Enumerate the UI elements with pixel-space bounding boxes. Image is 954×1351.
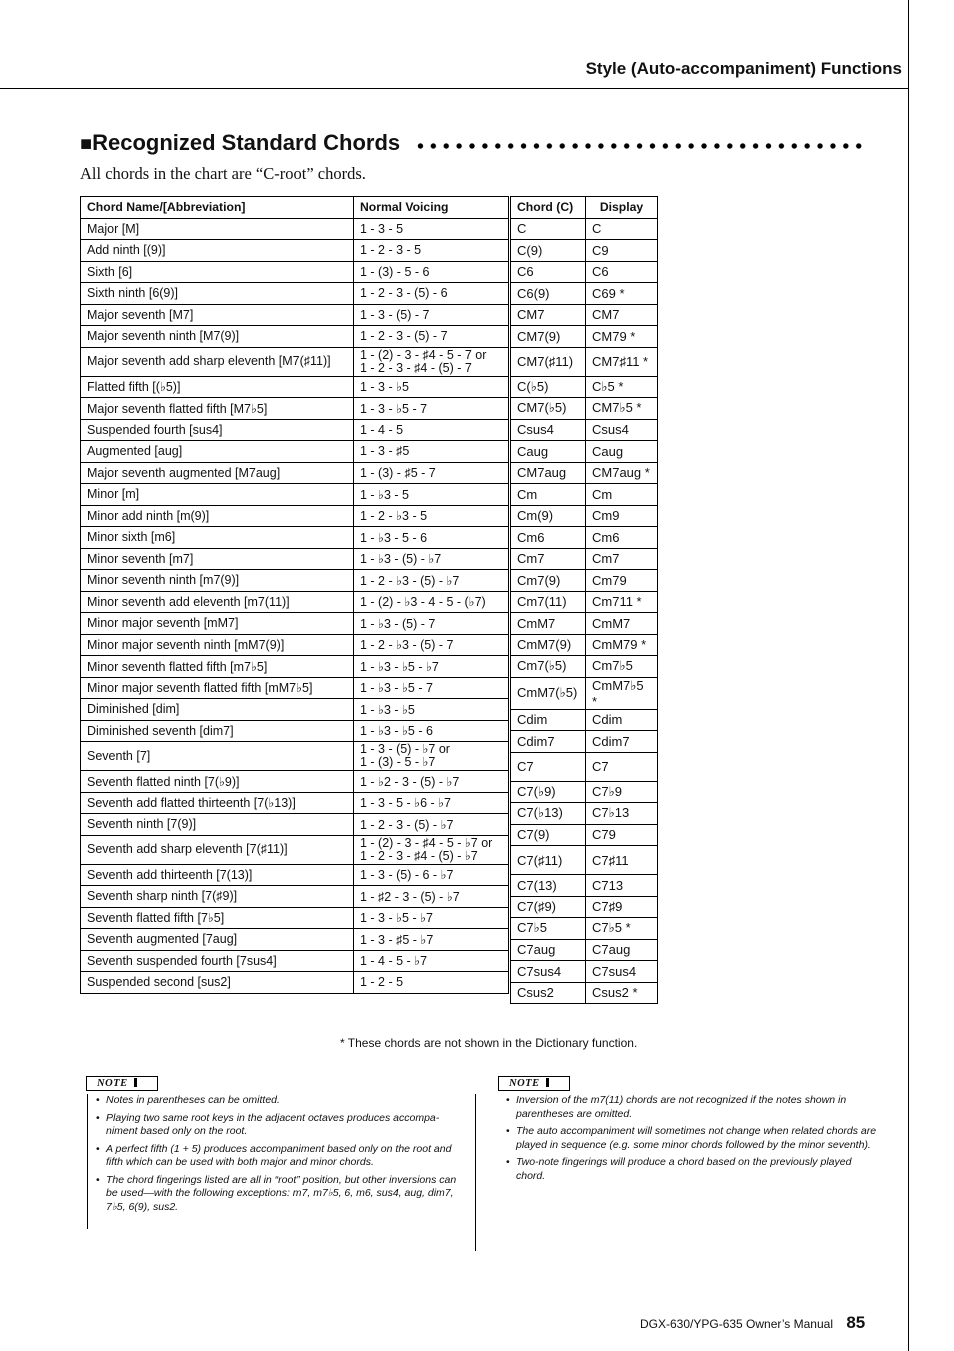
manual-title: DGX-630/YPG-635 Owner’s Manual	[640, 1317, 833, 1331]
table-row	[511, 677, 658, 709]
display-cell: C7♯9	[586, 896, 658, 918]
table-row	[511, 462, 658, 484]
table-row	[511, 634, 658, 656]
voicing-cell: 1 - ♭3 - ♭5	[354, 699, 509, 721]
title-dot-leader	[414, 141, 864, 151]
table-row	[81, 634, 509, 656]
table-row	[511, 961, 658, 983]
chord-name-cell: Minor seventh add eleventh [m7(11)]	[81, 591, 354, 613]
chord-name-cell: Seventh ninth [7(9)]	[81, 814, 354, 836]
voicing-cell: 1 - 3 - (5) - 7	[354, 304, 509, 326]
table-row	[81, 570, 509, 592]
chord-symbol-cell: Cdim7	[511, 731, 586, 753]
table-row	[81, 792, 509, 814]
section-title	[80, 130, 400, 156]
display-cell: C7sus4	[586, 961, 658, 983]
table-row	[81, 462, 509, 484]
display-cell: C	[586, 218, 658, 240]
chord-name-cell: Major seventh [M7]	[81, 304, 354, 326]
display-cell: CM7	[586, 304, 658, 326]
table-row	[511, 781, 658, 803]
voicing-cell: 1 - ♯2 - 3 - (5) - ♭7	[354, 886, 509, 908]
note-item: • Playing two same root keys in the adjacent octaves produces accompa- niment based only on the root.	[92, 1112, 460, 1139]
chord-display-table	[510, 196, 658, 1004]
chord-name-cell: Flatted fifth [(♭5)]	[81, 376, 354, 398]
voicing-cell: 1 - 2 - ♭3 - 5	[354, 505, 509, 527]
table-row	[81, 347, 509, 376]
voicing-cell: 1 - 2 - 3 - (5) - 7	[354, 326, 509, 348]
table-row	[81, 720, 509, 742]
voicing-cell: 1 - 4 - 5	[354, 419, 509, 441]
note-item: • A perfect fifth (1 + 5) produces accompaniment based only on the root and fifth which can be used with both major and minor chords.	[92, 1143, 460, 1170]
display-cell: CM79 *	[586, 326, 658, 348]
table-row	[511, 803, 658, 825]
chord-symbol-cell: Cm7(9)	[511, 570, 586, 592]
voicing-cell: 1 - 2 - 5	[354, 972, 509, 994]
voicing-cell: 1 - (2) - ♭3 - 4 - 5 - (♭7)	[354, 591, 509, 613]
voicing-cell: 1 - ♭2 - 3 - (5) - ♭7	[354, 771, 509, 793]
table-row	[81, 907, 509, 929]
table-row	[511, 283, 658, 305]
table-row	[81, 771, 509, 793]
chord-name-cell: Diminished seventh [dim7]	[81, 720, 354, 742]
chord-symbol-cell: C7(♭13)	[511, 803, 586, 825]
table-row	[511, 326, 658, 348]
chord-name-cell: Major seventh flatted fifth [M7♭5]	[81, 398, 354, 420]
voicing-cell: 1 - 3 - ♯5	[354, 441, 509, 463]
table-row	[511, 376, 658, 398]
display-cell: C7♭5 *	[586, 918, 658, 940]
display-cell: C69 *	[586, 283, 658, 305]
table-row	[81, 886, 509, 908]
table-row	[511, 398, 658, 420]
chord-name-cell: Major seventh ninth [M7(9)]	[81, 326, 354, 348]
chord-symbol-cell: CmM7	[511, 613, 586, 635]
chord-symbol-cell: Cm	[511, 484, 586, 506]
voicing-cell: 1 - 3 - ♭5 - ♭7	[354, 907, 509, 929]
chord-name-cell: Suspended fourth [sus4]	[81, 419, 354, 441]
note-label: NOTE	[86, 1076, 158, 1091]
table-row	[81, 218, 509, 240]
chord-name-cell: Diminished [dim]	[81, 699, 354, 721]
display-cell: Cm6	[586, 527, 658, 549]
table-row	[81, 972, 509, 994]
table-row	[81, 304, 509, 326]
running-header: Style (Auto-accompaniment) Functions	[585, 59, 902, 78]
table-row	[511, 824, 658, 846]
chord-symbol-cell: C7(9)	[511, 824, 586, 846]
chord-name-cell: Minor major seventh [mM7]	[81, 613, 354, 635]
voicing-cell: 1 - ♭3 - 5	[354, 484, 509, 506]
note-item: • Two-note fingerings will produce a chord based on the previously played chord.	[502, 1156, 878, 1183]
table-row	[81, 950, 509, 972]
chord-symbol-cell: Cm7(♭5)	[511, 656, 586, 678]
chord-name-cell: Seventh add sharp eleventh [7(♯11)]	[81, 835, 354, 864]
voicing-cell: 1 - 3 - 5 - ♭6 - ♭7	[354, 792, 509, 814]
chord-symbol-cell: CmM7(♭5)	[511, 677, 586, 709]
note-item: • Notes in parentheses can be omitted.	[92, 1094, 460, 1108]
chord-symbol-cell: Cm(9)	[511, 505, 586, 527]
voicing-cell: 1 - (2) - 3 - ♯4 - 5 - ♭7 or 1 - 2 - 3 - ♯4 - (5) - ♭7	[354, 835, 509, 864]
chord-symbol-cell: CM7aug	[511, 462, 586, 484]
table-row	[511, 709, 658, 731]
table-row	[81, 240, 509, 262]
chord-voicing-table	[80, 196, 509, 994]
voicing-cell: 1 - 2 - 3 - (5) - 6	[354, 283, 509, 305]
voicing-cell: 1 - (2) - 3 - ♯4 - 5 - 7 or 1 - 2 - 3 - ♯4 - (5) - 7	[354, 347, 509, 376]
display-cell: Csus4	[586, 419, 658, 441]
chord-name-cell: Add ninth [(9)]	[81, 240, 354, 262]
chord-symbol-cell: C(9)	[511, 240, 586, 262]
page-edge-line	[908, 0, 909, 1351]
display-cell: C713	[586, 875, 658, 897]
display-cell: Cm79	[586, 570, 658, 592]
voicing-cell: 1 - (3) - 5 - 6	[354, 261, 509, 283]
display-cell: C7♭9	[586, 781, 658, 803]
chord-symbol-cell: CM7	[511, 304, 586, 326]
note-item: • The auto accompaniment will sometimes not change when related chords are played in sequence (e.g. some minor chords followed by the minor seventh).	[502, 1125, 878, 1152]
table-row	[81, 742, 509, 771]
chord-name-cell: Seventh flatted ninth [7(♭9)]	[81, 771, 354, 793]
table-row	[81, 814, 509, 836]
chord-symbol-cell: C7(♭9)	[511, 781, 586, 803]
chord-name-cell: Major [M]	[81, 218, 354, 240]
voicing-cell: 1 - 3 - ♯5 - ♭7	[354, 929, 509, 951]
table-row	[511, 613, 658, 635]
table-row	[81, 929, 509, 951]
chord-symbol-cell: Cm7(11)	[511, 591, 586, 613]
table-row	[511, 752, 658, 781]
voicing-cell: 1 - ♭3 - (5) - ♭7	[354, 548, 509, 570]
chord-symbol-cell: CM7(♭5)	[511, 398, 586, 420]
chord-symbol-cell: C	[511, 218, 586, 240]
table-row	[81, 484, 509, 506]
voicing-cell: 1 - 3 - ♭5 - 7	[354, 398, 509, 420]
note-bar	[475, 1094, 476, 1251]
chord-name-cell: Major seventh augmented [M7aug]	[81, 462, 354, 484]
voicing-cell: 1 - 2 - 3 - 5	[354, 240, 509, 262]
table-row	[81, 398, 509, 420]
display-cell: C7♭13	[586, 803, 658, 825]
chord-name-cell: Minor seventh ninth [m7(9)]	[81, 570, 354, 592]
table-row	[81, 613, 509, 635]
display-cell: CM7aug *	[586, 462, 658, 484]
display-cell: Cm9	[586, 505, 658, 527]
chord-name-cell: Seventh suspended fourth [7sus4]	[81, 950, 354, 972]
voicing-cell: 1 - 3 - (5) - ♭7 or 1 - (3) - 5 - ♭7	[354, 742, 509, 771]
display-cell: C7aug	[586, 939, 658, 961]
table-row	[81, 441, 509, 463]
display-cell: C79	[586, 824, 658, 846]
chord-name-cell: Seventh add thirteenth [7(13)]	[81, 864, 354, 886]
chord-name-cell: Seventh sharp ninth [7(♯9)]	[81, 886, 354, 908]
note-list	[92, 1094, 460, 1214]
table-row	[81, 699, 509, 721]
chord-symbol-cell: C7	[511, 752, 586, 781]
chord-symbol-cell: C7sus4	[511, 961, 586, 983]
table-row	[81, 505, 509, 527]
table-row	[511, 240, 658, 262]
column-header: Chord Name/[Abbreviation]	[81, 197, 354, 219]
voicing-cell: 1 - 3 - 5	[354, 218, 509, 240]
table-row	[511, 982, 658, 1004]
chord-symbol-cell: CM7(9)	[511, 326, 586, 348]
table-row	[81, 527, 509, 549]
display-cell: C9	[586, 240, 658, 262]
note-bar	[87, 1094, 88, 1229]
chord-name-cell: Seventh augmented [7aug]	[81, 929, 354, 951]
display-cell: Caug	[586, 441, 658, 463]
chord-symbol-cell: Csus2	[511, 982, 586, 1004]
display-cell: Cm7	[586, 548, 658, 570]
display-cell: Cdim	[586, 709, 658, 731]
display-cell: CM7♯11 *	[586, 347, 658, 376]
table-row	[511, 875, 658, 897]
voicing-cell: 1 - ♭3 - ♭5 - 7	[354, 677, 509, 699]
chord-name-cell: Major seventh add sharp eleventh [M7(♯11)]	[81, 347, 354, 376]
column-header: Normal Voicing	[354, 197, 509, 219]
table-row	[511, 347, 658, 376]
table-row	[511, 731, 658, 753]
table-row	[81, 548, 509, 570]
note-item: • Inversion of the m7(11) chords are not recognized if the notes shown in parentheses are omitted.	[502, 1094, 878, 1121]
display-cell: C♭5 *	[586, 376, 658, 398]
table-row	[81, 283, 509, 305]
table-row	[511, 505, 658, 527]
display-cell: C7	[586, 752, 658, 781]
chord-symbol-cell: Caug	[511, 441, 586, 463]
table-row	[511, 218, 658, 240]
voicing-cell: 1 - 3 - ♭5	[354, 376, 509, 398]
table-row	[81, 656, 509, 678]
table-row	[511, 846, 658, 875]
note-box-right	[498, 1076, 878, 1187]
display-cell: C6	[586, 261, 658, 283]
table-row	[81, 864, 509, 886]
table-row	[511, 304, 658, 326]
chord-symbol-cell: C7(♯9)	[511, 896, 586, 918]
voicing-cell: 1 - 2 - ♭3 - (5) - ♭7	[354, 570, 509, 592]
chord-name-cell: Minor seventh [m7]	[81, 548, 354, 570]
voicing-cell: 1 - (3) - ♯5 - 7	[354, 462, 509, 484]
table-row	[511, 570, 658, 592]
chord-symbol-cell: C7(13)	[511, 875, 586, 897]
chord-name-cell: Augmented [aug]	[81, 441, 354, 463]
table-row	[81, 677, 509, 699]
table-row	[511, 261, 658, 283]
display-cell: Cdim7	[586, 731, 658, 753]
section-intro: All chords in the chart are “C-root” chords.	[80, 164, 366, 183]
chord-symbol-cell: CmM7(9)	[511, 634, 586, 656]
table-row	[511, 527, 658, 549]
table-row	[81, 261, 509, 283]
note-list	[502, 1094, 878, 1183]
voicing-cell: 1 - 4 - 5 - ♭7	[354, 950, 509, 972]
page-footer	[640, 1313, 865, 1333]
display-cell: C7♯11	[586, 846, 658, 875]
chord-name-cell: Sixth ninth [6(9)]	[81, 283, 354, 305]
voicing-cell: 1 - 2 - ♭3 - (5) - 7	[354, 634, 509, 656]
table-row	[81, 326, 509, 348]
chord-name-cell: Seventh [7]	[81, 742, 354, 771]
chord-name-cell: Minor [m]	[81, 484, 354, 506]
chord-name-cell: Suspended second [sus2]	[81, 972, 354, 994]
chord-symbol-cell: C7♭5	[511, 918, 586, 940]
chord-name-cell: Minor sixth [m6]	[81, 527, 354, 549]
chord-name-cell: Sixth [6]	[81, 261, 354, 283]
table-row	[81, 591, 509, 613]
chord-symbol-cell: C7(♯11)	[511, 846, 586, 875]
chord-symbol-cell: Cm7	[511, 548, 586, 570]
table-row	[511, 918, 658, 940]
display-cell: CM7♭5 *	[586, 398, 658, 420]
table-row	[81, 376, 509, 398]
table-row	[511, 419, 658, 441]
table-row	[511, 656, 658, 678]
voicing-cell: 1 - ♭3 - 5 - 6	[354, 527, 509, 549]
chord-symbol-cell: Cm6	[511, 527, 586, 549]
page-number: 85	[846, 1313, 866, 1332]
chord-name-cell: Minor add ninth [m(9)]	[81, 505, 354, 527]
voicing-cell: 1 - ♭3 - ♭5 - 6	[354, 720, 509, 742]
voicing-cell: 1 - 3 - (5) - 6 - ♭7	[354, 864, 509, 886]
chord-symbol-cell: C6(9)	[511, 283, 586, 305]
display-cell: CmM7♭5 *	[586, 677, 658, 709]
chord-symbol-cell: C6	[511, 261, 586, 283]
table-row	[511, 548, 658, 570]
voicing-cell: 1 - ♭3 - ♭5 - ♭7	[354, 656, 509, 678]
table-row	[81, 419, 509, 441]
display-cell: Cm711 *	[586, 591, 658, 613]
table-row	[511, 441, 658, 463]
chord-symbol-cell: CM7(♯11)	[511, 347, 586, 376]
table-row	[511, 591, 658, 613]
chord-name-cell: Minor seventh flatted fifth [m7♭5]	[81, 656, 354, 678]
header-rule	[0, 88, 909, 89]
chord-symbol-cell: C(♭5)	[511, 376, 586, 398]
table-footnote: * These chords are not shown in the Dictionary function.	[340, 1036, 638, 1050]
chord-name-cell: Seventh add flatted thirteenth [7(♭13)]	[81, 792, 354, 814]
note-label: NOTE	[498, 1076, 570, 1091]
chord-name-cell: Minor major seventh ninth [mM7(9)]	[81, 634, 354, 656]
display-cell: Cm7♭5	[586, 656, 658, 678]
voicing-cell: 1 - 2 - 3 - (5) - ♭7	[354, 814, 509, 836]
column-header: Chord (C)	[511, 197, 586, 219]
table-row	[81, 835, 509, 864]
table-row	[511, 939, 658, 961]
note-box-left	[86, 1076, 460, 1218]
display-cell: CmM79 *	[586, 634, 658, 656]
section-title-text: Recognized Standard Chords	[92, 130, 401, 155]
chord-name-cell: Seventh flatted fifth [7♭5]	[81, 907, 354, 929]
section-bullet-icon: ■	[80, 133, 93, 155]
chord-name-cell: Minor major seventh flatted fifth [mM7♭5]	[81, 677, 354, 699]
chord-symbol-cell: Csus4	[511, 419, 586, 441]
chord-symbol-cell: C7aug	[511, 939, 586, 961]
display-cell: Csus2 *	[586, 982, 658, 1004]
display-cell: Cm	[586, 484, 658, 506]
table-row	[511, 484, 658, 506]
note-item: • The chord fingerings listed are all in “root” position, but other inversions can be used—with the following exceptions: m7, m7♭5, 6, m6, sus4, aug, dim7, 7♭5, 6(9), sus2.	[92, 1174, 460, 1215]
voicing-cell: 1 - ♭3 - (5) - 7	[354, 613, 509, 635]
column-header: Display	[586, 197, 658, 219]
table-row	[511, 896, 658, 918]
chord-symbol-cell: Cdim	[511, 709, 586, 731]
display-cell: CmM7	[586, 613, 658, 635]
